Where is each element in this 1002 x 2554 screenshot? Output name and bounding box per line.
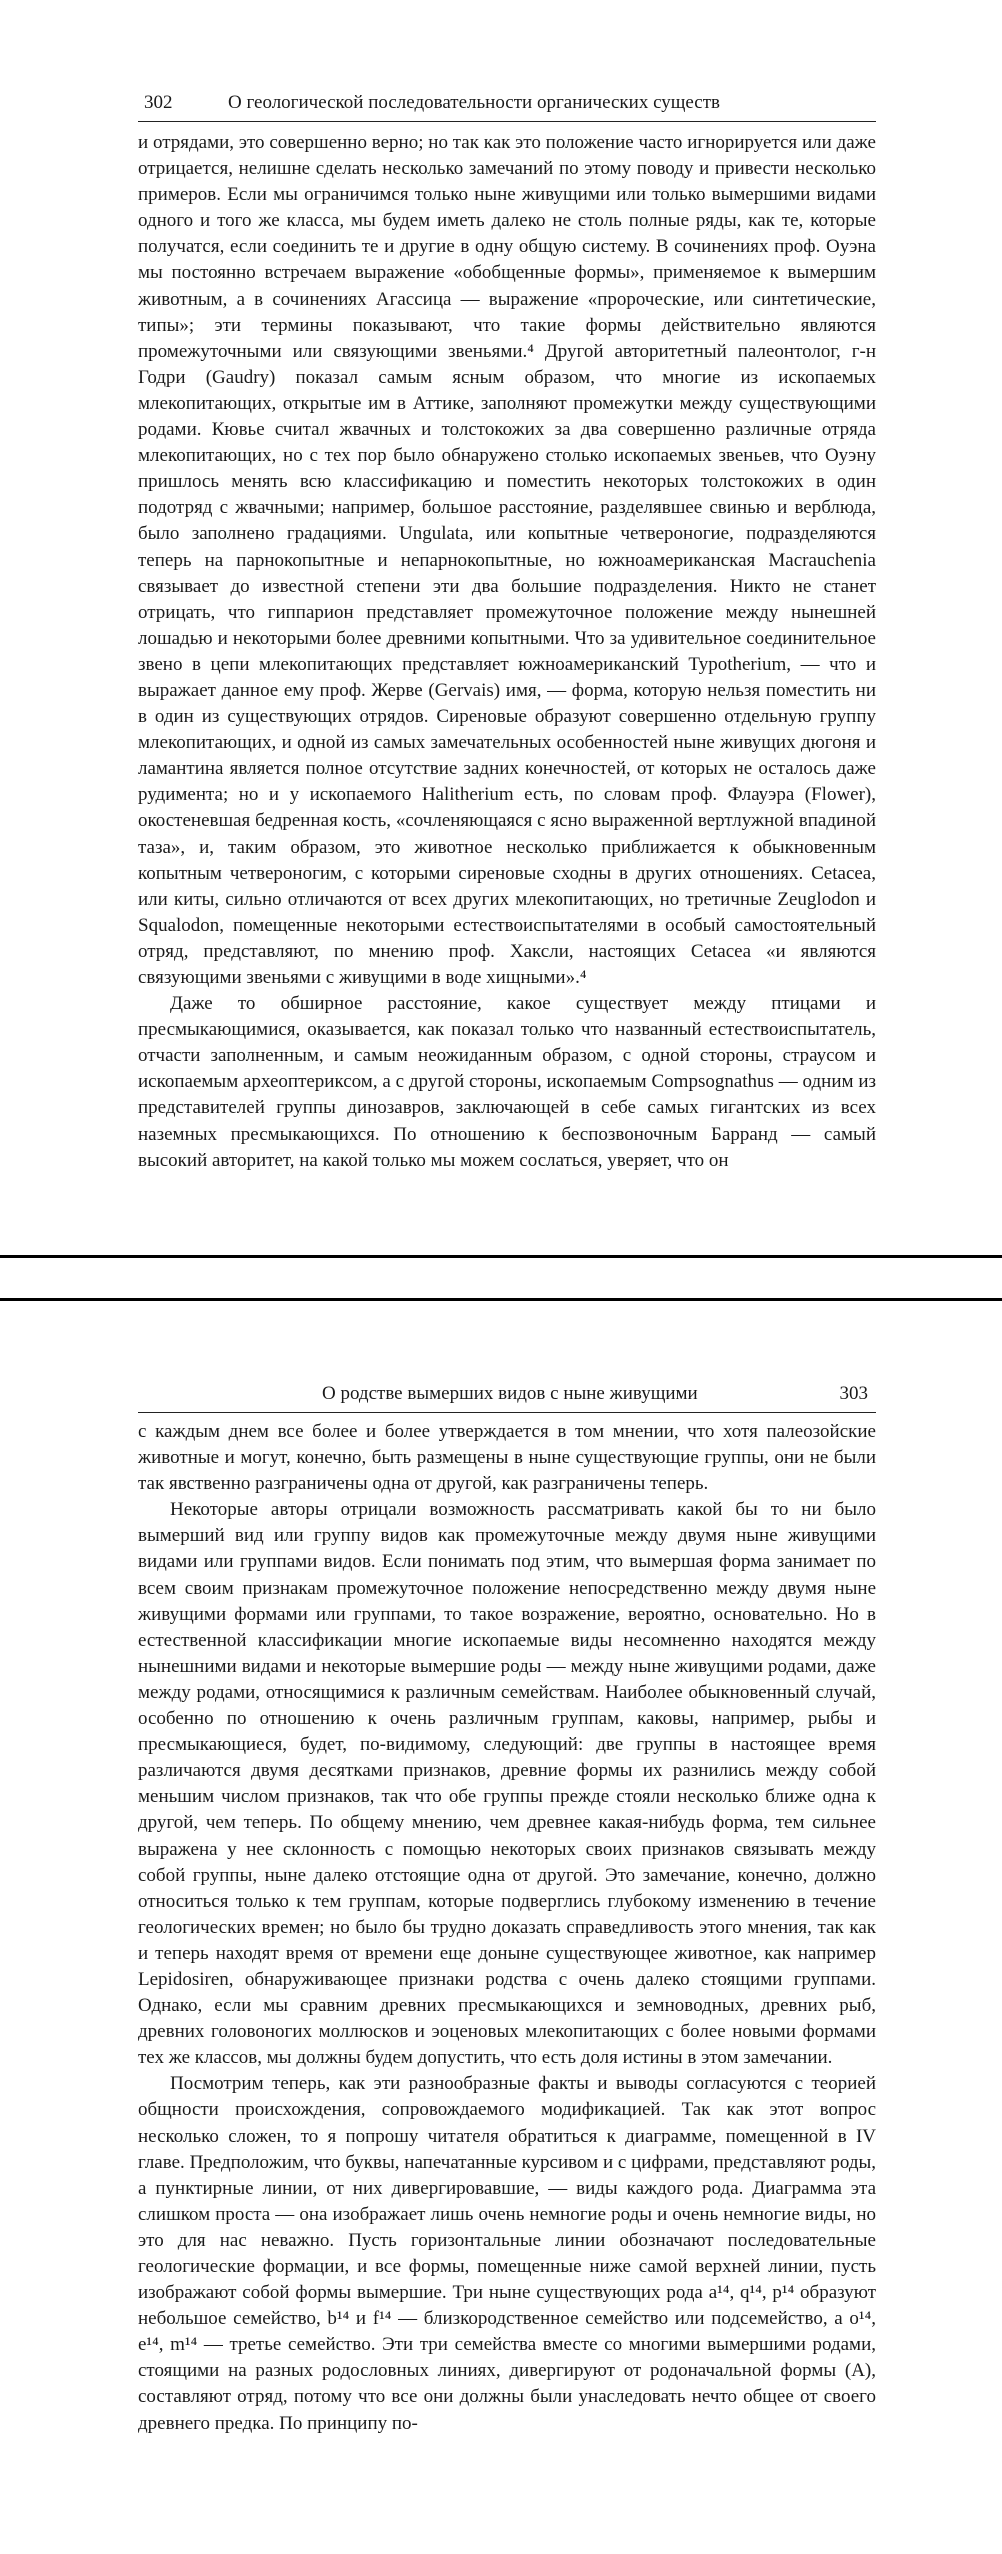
body-text	[138, 1419, 876, 2437]
running-head-title: О геологической последовательности органических существ	[228, 92, 720, 113]
paragraph: Посмотрим теперь, как эти разнообразные факты и выводы согласуются с теорией общности происхождения, сопровождаемого модификацией. Так как этот вопрос несколько сложен, то я попрошу читателя обратиться к диаграмме, помещенной в IV главе. Предположим, что буквы, напечатанные курсивом и с цифрами, представляют роды, а пунктирные линии, от них дивергировавшие, — виды каждого рода. Диаграмма эта слишком проста — она изображает лишь очень немногие роды и очень немногие виды, но это для нас неважно. Пусть горизонтальные линии обозначают последовательные геологические формации, и все формы, помещенные ниже самой верхней линии, пусть изображают собой формы вымершие. Три ныне существующих рода a¹⁴, q¹⁴, p¹⁴ образуют небольшое семейство, b¹⁴ и f¹⁴ — близкородственное семейство или подсемейство, а o¹⁴, e¹⁴, m¹⁴ — третье семейство. Эти три семейства вместе со многими вымершими родами, стоящими на разных родословных линиях, дивергируют от родоначальной формы (A), составляют отряд, потому что все они должны были унаследовать нечто общее от своего древнего предка. По принципу по-	[138, 2073, 876, 2434]
page-302	[0, 0, 1002, 1258]
running-head	[138, 88, 876, 122]
paragraph: и отрядами, это совершенно верно; но так как это положение часто игнорируется или даже отрицается, нелишне сделать несколько замечаний по этому поводу и привести несколько примеров. Если мы ограничимся только ныне живущими или только вымершими видами одного и того же класса, мы будем иметь далеко не столь полные ряды, как те, которые получатся, если соединить те и другие в одну общую систему. В сочинениях проф. Оуэна мы постоянно встречаем выражение «обобщенные формы», применяемое к вымершим животным, а в сочинениях Агассица — выражение «пророческие, или синтетические, типы»; эти термины показывают, что такие формы действительно являются промежуточными или связующими звеньями.⁴ Другой авторитетный палеонтолог, г-н Годри (Gaudry) показал самым ясным образом, что многие из ископаемых млекопитающих, открытые им в Аттике, заполняют промежутки между существующими родами. Кювье считал жвачных и толстокожих за два совершенно различные отряда млекопитающих, но с тех пор было обнаружено столько ископаемых звеньев, что Оуэну пришлось менять всю классификацию и поместить некоторых толстокожих в один подотряд с жвачными; например, большое расстояние, разделявшее свинью и верблюда, было заполнено градациями. Ungulata, или копытные четвероногие, подразделяются теперь на парнокопытные и непарнокопытные, но южноамериканская Macrauchenia связывает до известной степени эти два большие подразделения. Никто не станет отрицать, что гиппарион представляет промежуточное положение между нынешней лошадью и некоторыми более древними копытными. Что за удивительное соединительное звено в цепи млекопитающих представляет южноамериканский Typotherium, — что и выражает данное ему проф. Жерве (Gervais) имя, — форма, которую нельзя поместить ни в один из существующих отрядов. Сиреновые образуют совершенно отдельную группу млекопитающих, и одной из самых замечательных особенностей ныне живущих дюгоня и ламантина является полное отсутствие задних конечностей, от которых не осталось даже рудимента; но и у ископаемого Halitherium есть, по словам проф. Флауэра (Flower), окостеневшая бедренная кость, «сочленяющаяся с ясно выраженной вертлужной впадиной таза», и, таким образом, это животное несколько приближается к обыкновенным копытным четвероногим, с которыми сиреновые сходны в других отношениях. Cetacea, или киты, сильно отличаются от всех других млекопитающих, но третичные Zeuglodon и Squalodon, помещенные некоторыми естествоиспытателями в особый самостоятельный отряд, представляют, по мнению проф. Хаксли, настоящих Cetacea «и являются связующими звеньями с живущими в воде хищными».⁴	[138, 132, 876, 988]
running-head-title: О родстве вымерших видов с ныне живущими	[322, 1383, 698, 1404]
page-number: 302	[144, 92, 173, 113]
page-gap	[0, 1261, 1002, 1298]
paragraph: с каждым днем все более и более утверждается в том мнении, что хотя палеозойские животные и могут, конечно, быть размещены в ныне существующие группы, они не были так явственно разграничены одна от другой, как разграничены теперь.	[138, 1421, 876, 1495]
page-number: 303	[839, 1383, 868, 1404]
page-303	[0, 1298, 1002, 2554]
paragraph: Некоторые авторы отрицали возможность рассматривать какой бы то ни было вымерший вид или группу видов как промежуточные между двумя ныне живущими видами или группами видов. Если понимать под этим, что вымершая форма занимает по всем своим признакам промежуточное положение непосредственно между двумя ныне живущими формами или группами, то такое возражение, вероятно, основательно. Но в естественной классификации многие ископаемые виды несомненно находятся между нынешними видами и некоторые вымершие роды — между ныне живущими родами, даже между родами, относящимися к различным семействам. Наиболее обыкновенный случай, особенно по отношению к очень различным группам, каковы, например, рыбы и пресмыкающиеся, будет, по-видимому, следующий: две группы в настоящее время различаются двумя десятками признаков, древние формы их разнились между собой меньшим числом признаков, так что обе группы прежде стояли несколько ближе одна к другой, чем теперь. По общему мнению, чем древнее какая-нибудь форма, тем сильнее выражена у нее склонность с помощью некоторых своих признаков связывать между собой группы, ныне далеко отстоящие одна от другой. Это замечание, конечно, должно относиться только к тем группам, которые подверглись глубокому изменению в течение геологических времен; но было бы трудно доказать справедливость этого мнения, так как и теперь находят время от времени еще доныне существующее животное, как например Lepidosiren, обнаруживающее признаки родства с очень далеко стоящими группами. Однако, если мы сравним древних пресмыкающихся и земноводных, древних рыб, древних головоногих моллюсков и эоценовых млекопитающих с более новыми формами тех же классов, мы должны будем допустить, что есть доля истины в этом замечании.	[138, 1499, 876, 2069]
body-text	[138, 130, 876, 1174]
running-head	[138, 1379, 876, 1413]
paragraph: Даже то обширное расстояние, какое существует между птицами и пресмыкающимися, оказывается, как показал только что названный естествоиспытатель, отчасти заполненным, и самым неожиданным образом, с одной стороны, страусом и ископаемым археоптериксом, а с другой стороны, ископаемым Compsognathus — одним из представителей группы динозавров, заключающей в себе самых гигантских из всех наземных пресмыкающихся. По отношению к беспозвоночным Барранд — самый высокий авторитет, на какой только мы можем сослаться, уверяет, что он	[138, 993, 876, 1171]
